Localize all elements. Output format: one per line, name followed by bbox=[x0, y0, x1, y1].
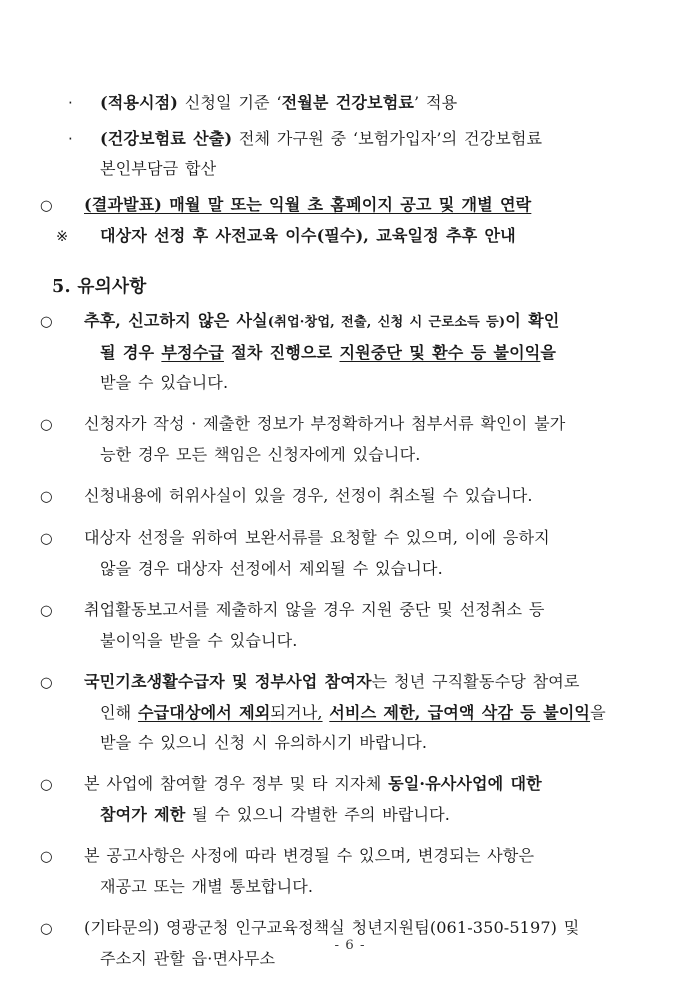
precaution-line bbox=[0, 306, 700, 338]
precaution-item bbox=[0, 667, 700, 758]
precaution-item bbox=[0, 481, 700, 512]
text-segment: (취업·창업, 전출, 신청 시 근로소득 등) bbox=[267, 315, 506, 330]
text-segment: (건강보험료 산출) bbox=[100, 129, 233, 148]
precaution-line bbox=[0, 440, 700, 470]
text-segment: 는 청년 구직활동수당 참여로 bbox=[371, 672, 580, 691]
page-number: - 6 - bbox=[334, 938, 366, 953]
text-segment: 신청자가 작성 · 제출한 정보가 부정확하거나 첨부서류 확인이 불가 bbox=[84, 414, 566, 433]
top-block-line bbox=[0, 190, 700, 221]
circle-bullet-icon: ○ bbox=[40, 675, 53, 691]
circle-bullet-icon: ○ bbox=[40, 531, 53, 547]
precaution-item bbox=[0, 409, 700, 470]
spacer bbox=[0, 512, 700, 523]
precaution-item bbox=[0, 595, 700, 656]
top-block-line bbox=[0, 88, 700, 118]
text-segment: 않을 경우 대상자 선정에서 제외될 수 있습니다. bbox=[100, 559, 443, 578]
top-block-line bbox=[0, 154, 700, 184]
text-segment: 수급대상에서 제외 bbox=[138, 703, 271, 722]
spacer bbox=[0, 398, 700, 409]
text-segment: 본 사업에 참여할 경우 정부 및 타 지자체 bbox=[84, 774, 389, 793]
text-segment: 능한 경우 모든 책임은 신청자에게 있습니다. bbox=[100, 445, 421, 464]
text-segment: 추후, 신고하지 않은 사실 bbox=[84, 311, 268, 330]
text-segment: 신청내용에 허위사실이 있을 경우, 선정이 취소될 수 있습니다. bbox=[84, 486, 533, 505]
spacer bbox=[0, 758, 700, 769]
middot-bullet-icon: · bbox=[68, 130, 73, 148]
text-segment: 지원중단 및 환수 등 불이익 bbox=[339, 343, 541, 362]
section-heading-precautions: 5. 유의사항 bbox=[52, 276, 147, 297]
text-segment: 신청일 기준 ‘ bbox=[178, 93, 282, 112]
circle-bullet-icon: ○ bbox=[40, 603, 53, 619]
top-block-item bbox=[0, 88, 700, 118]
top-block-line bbox=[0, 124, 700, 154]
precaution-line bbox=[0, 554, 700, 584]
top-block-item bbox=[0, 190, 700, 221]
text-segment: 을 bbox=[540, 343, 557, 362]
text-segment: (결과발표) 매월 말 또는 익월 초 홈페이지 공고 및 개별 연락 bbox=[84, 195, 532, 214]
text-segment: 이 확인 bbox=[505, 311, 560, 330]
text-segment: 본인부담금 합산 bbox=[100, 159, 217, 178]
text-segment: 재공고 또는 개별 통보합니다. bbox=[100, 877, 314, 896]
circle-bullet-icon: ○ bbox=[40, 198, 53, 214]
precaution-item bbox=[0, 523, 700, 584]
circle-bullet-icon: ○ bbox=[40, 777, 53, 793]
text-segment: 국민기초생활수급자 및 정부사업 참여자 bbox=[84, 672, 372, 691]
text-segment: 부정수급 bbox=[161, 343, 224, 362]
text-segment: 받을 수 있으니 신청 시 유의하시기 바랍니다. bbox=[100, 733, 428, 752]
text-segment: 취업활동보고서를 제출하지 않을 경우 지원 중단 및 선정취소 등 bbox=[84, 600, 545, 619]
precaution-line bbox=[0, 698, 700, 728]
precaution-line bbox=[0, 728, 700, 758]
spacer bbox=[0, 470, 700, 481]
text-segment: 인해 bbox=[100, 703, 139, 722]
text-segment: 대상자 선정 후 사전교육 이수(필수), 교육일정 추후 안내 bbox=[100, 226, 516, 245]
text-segment: 전체 가구원 중 ‘보험가입자’의 건강보험료 bbox=[232, 129, 543, 148]
text-segment: (기타문의) 영광군청 인구교육정책실 청년지원팀(061-350-5197) 및 bbox=[84, 918, 580, 937]
text-segment: ’ 적용 bbox=[414, 93, 458, 112]
text-segment: 불이익을 받을 수 있습니다. bbox=[100, 631, 298, 650]
precaution-line bbox=[0, 872, 700, 902]
text-segment: 참여가 제한 bbox=[100, 805, 186, 824]
precaution-line bbox=[0, 626, 700, 656]
text-segment: 본 공고사항은 사정에 따라 변경될 수 있으며, 변경되는 사항은 bbox=[84, 846, 535, 865]
precaution-item bbox=[0, 769, 700, 830]
precaution-line bbox=[0, 481, 700, 512]
page-content bbox=[0, 88, 700, 974]
text-segment: 될 수 있으니 각별한 주의 바랍니다. bbox=[185, 805, 450, 824]
precaution-line bbox=[0, 769, 700, 800]
precaution-item bbox=[0, 306, 700, 398]
text-segment: (적용시점) bbox=[100, 93, 179, 112]
circle-bullet-icon: ○ bbox=[40, 314, 53, 330]
text-segment: 대상자 선정을 위하여 보완서류를 요청할 수 있으며, 이에 응하지 bbox=[84, 528, 550, 547]
text-segment: 전월분 건강보험료 bbox=[281, 93, 415, 112]
top-block-line bbox=[0, 221, 700, 252]
precaution-line bbox=[0, 368, 700, 398]
spacer bbox=[0, 830, 700, 841]
text-segment: 받을 수 있습니다. bbox=[100, 373, 229, 392]
spacer bbox=[0, 656, 700, 667]
text-segment: 절차 진행으로 bbox=[223, 343, 340, 362]
top-block-item bbox=[0, 124, 700, 184]
circle-bullet-icon: ○ bbox=[40, 849, 53, 865]
text-segment: 되거나, bbox=[270, 703, 323, 722]
circle-bullet-icon: ○ bbox=[40, 921, 53, 937]
precaution-line bbox=[0, 667, 700, 698]
circle-bullet-icon: ○ bbox=[40, 417, 53, 433]
text-segment: 주소지 관할 읍·면사무소 bbox=[100, 949, 276, 968]
reference-mark-icon: ※ bbox=[56, 229, 69, 245]
text-segment: 서비스 제한, 급여액 삭감 등 불이익 bbox=[329, 703, 591, 722]
precaution-line bbox=[0, 523, 700, 554]
precaution-item bbox=[0, 841, 700, 902]
text-segment: 을 bbox=[590, 703, 606, 722]
precautions-list bbox=[0, 306, 700, 974]
precaution-line bbox=[0, 338, 700, 368]
top-block-item bbox=[0, 221, 700, 252]
text-segment: 동일·유사사업에 대한 bbox=[388, 774, 542, 793]
top-block bbox=[0, 88, 700, 252]
text-segment: 될 경우 bbox=[100, 343, 162, 362]
precaution-line bbox=[0, 595, 700, 626]
spacer bbox=[0, 902, 700, 913]
circle-bullet-icon: ○ bbox=[40, 489, 53, 505]
middot-bullet-icon: · bbox=[68, 94, 73, 112]
precaution-line bbox=[0, 841, 700, 872]
precaution-line bbox=[0, 800, 700, 830]
spacer bbox=[0, 584, 700, 595]
precaution-line bbox=[0, 409, 700, 440]
